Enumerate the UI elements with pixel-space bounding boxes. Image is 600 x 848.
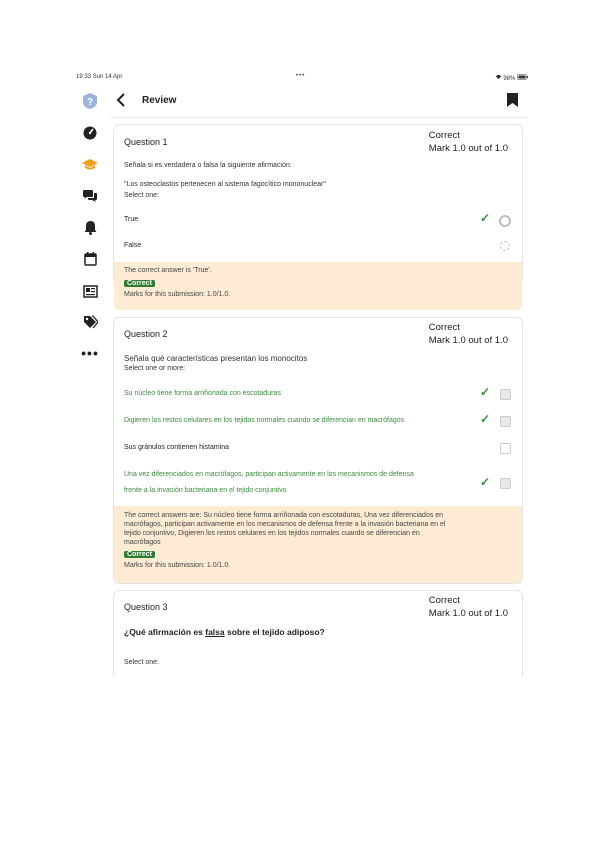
prompt-emphasis: falsa: [205, 627, 225, 637]
question-grade: [429, 594, 508, 620]
question-statement: "Los osteoclastos pertenecen al sistema fagocítico mononuclear": [124, 181, 326, 188]
select-hint: Select one or more:: [124, 365, 186, 372]
question-state: Correct: [428, 595, 460, 606]
checkbox-checked[interactable]: [500, 416, 511, 427]
option-1[interactable]: Su núcleo tiene forma arriñonada con escotaduras: [124, 390, 281, 397]
correct-badge: [124, 551, 155, 558]
feedback-box: [114, 262, 522, 310]
checkbox-unchecked[interactable]: [500, 443, 511, 454]
option-true[interactable]: True: [124, 216, 139, 223]
question-card-2: [113, 317, 523, 584]
question-mark: Mark 1.0 out of 1.0: [428, 608, 508, 619]
messages-icon[interactable]: [81, 187, 99, 205]
battery-percent: 98%: [503, 76, 516, 82]
header: [110, 90, 528, 112]
wifi-icon: [495, 74, 502, 80]
checkbox-checked[interactable]: [500, 478, 511, 489]
correct-badge-label: Correct: [124, 280, 155, 287]
courses-icon[interactable]: [81, 156, 99, 174]
question-label: Question 3: [124, 602, 168, 612]
checkbox-checked[interactable]: [500, 389, 511, 400]
status-battery: [495, 74, 528, 82]
status-dots: •••: [296, 73, 306, 79]
header-divider: [110, 117, 528, 118]
battery-icon: [517, 74, 528, 80]
option-4[interactable]: Una vez diferenciados en macrófagos, participan activamente en los mecanismos de defensa: [124, 471, 414, 478]
select-hint: Select one:: [124, 659, 160, 666]
prompt-part: ¿Qué afirmación es: [124, 627, 206, 637]
back-icon[interactable]: [116, 92, 126, 110]
question-card-3: [113, 590, 523, 677]
correct-badge-label: Correct: [124, 551, 155, 558]
option-4-continued[interactable]: frente a la invasión bacteriana en el tejido conjuntivo: [124, 487, 287, 494]
check-icon: ✓: [480, 385, 491, 399]
prompt-part: sobre el tejido adiposo?: [224, 627, 325, 637]
status-bar: [76, 74, 528, 84]
question-prompt: Señala si es verdadera o falsa la siguiente afirmación:: [124, 162, 292, 169]
radio-selected[interactable]: [499, 215, 511, 227]
feedback-box: [114, 506, 522, 583]
page-title: Review: [142, 95, 177, 106]
dashboard-icon[interactable]: [81, 124, 99, 142]
question-mark: Mark 1.0 out of 1.0: [428, 335, 508, 346]
question-label: Question 2: [124, 329, 168, 339]
option-3[interactable]: Sus gránulos contienen histamina: [124, 444, 230, 451]
notifications-icon[interactable]: [81, 218, 99, 236]
feedback-answer-line: tejido conjuntivo, Digieren los restos celulares en los tejidos normales cuando se diferencian en: [124, 530, 420, 537]
question-state: Correct: [428, 322, 460, 333]
check-icon: ✓: [480, 475, 491, 489]
option-false[interactable]: False: [124, 242, 142, 249]
tags-icon[interactable]: [81, 313, 99, 331]
feedback-marks: Marks for this submission: 1.0/1.0.: [124, 562, 231, 569]
status-time: 19:33 Sun 14 Apr: [76, 74, 123, 80]
more-icon[interactable]: •••: [81, 345, 99, 361]
option-2[interactable]: Digieren los restos celulares en los tejidos normales cuando se diferencian en macrófagos: [124, 417, 405, 424]
check-icon: ✓: [480, 412, 491, 426]
question-icon[interactable]: [81, 92, 99, 110]
correct-badge: [124, 280, 155, 287]
question-grade: [429, 321, 508, 347]
news-icon[interactable]: [81, 282, 99, 300]
question-card-1: [113, 124, 523, 298]
feedback-answer-line: macrófagos: [124, 539, 161, 546]
svg-text:?: ?: [86, 97, 94, 108]
bookmark-icon[interactable]: [507, 93, 518, 112]
feedback-marks: Marks for this submission: 1.0/1.0.: [124, 291, 231, 298]
question-mark: Mark 1.0 out of 1.0: [428, 143, 508, 154]
check-icon: ✓: [480, 211, 491, 225]
select-hint: Select one:: [124, 192, 160, 199]
feedback-answer: The correct answer is 'True'.: [124, 267, 212, 274]
question-state: Correct: [428, 130, 460, 141]
question-prompt: [124, 627, 325, 637]
question-label: Question 1: [124, 137, 168, 147]
feedback-answer-line: macrófagos, participan activamente en los mecanismos de defensa frente a la invasión bacteriana en el: [124, 521, 446, 528]
question-prompt: Señala qué características presentan los monocitos: [124, 354, 308, 363]
calendar-icon[interactable]: [81, 250, 99, 268]
question-grade: [429, 129, 508, 155]
radio-unselected[interactable]: [500, 241, 510, 251]
feedback-answer-line: The correct answers are: Su núcleo tiene forma arriñonada con escotaduras, Una vez diferenciados en: [124, 512, 444, 519]
